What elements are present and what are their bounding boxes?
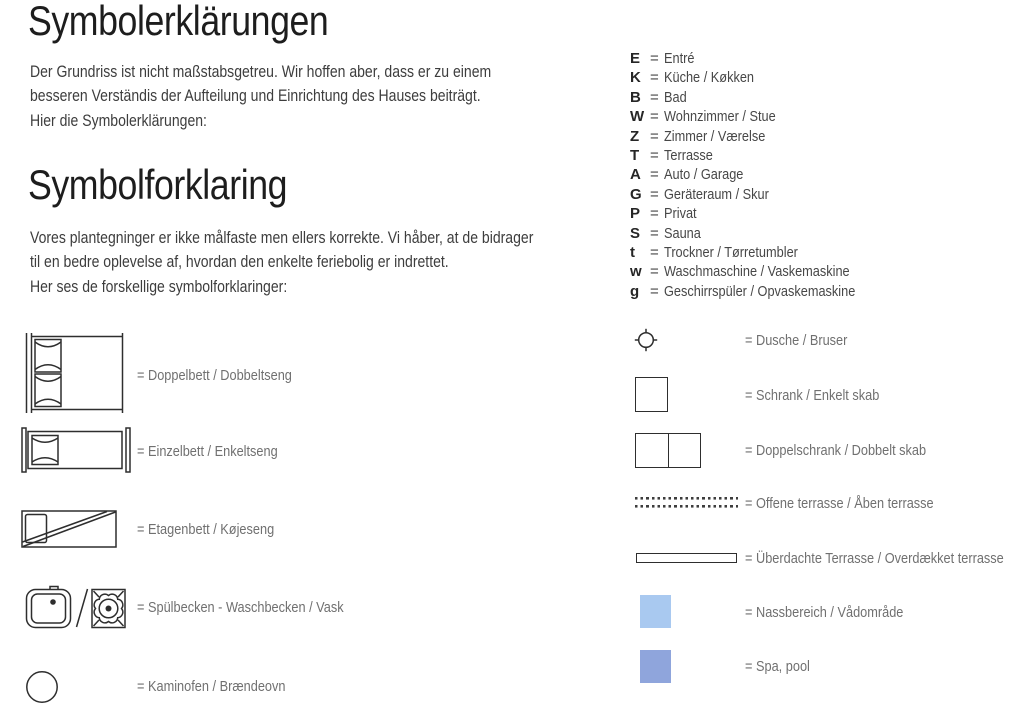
abbreviation-row <box>630 88 889 107</box>
danish-intro-line: til en bedre oplevelse af, hvordan den enkelte feriebolig er indrettet. <box>30 253 449 272</box>
bunk-bed-icon <box>21 510 117 548</box>
slash-separator <box>75 588 89 628</box>
danish-intro <box>30 226 622 299</box>
abbreviation-letter: G <box>630 185 642 203</box>
equals-sign: = <box>650 263 659 281</box>
single-wardrobe-icon <box>635 377 668 412</box>
legend-label: = Dusche / Bruser <box>745 332 848 349</box>
german-title: Symbolerklärungen <box>28 0 329 44</box>
legend-label: = Kaminofen / Brændeovn <box>137 678 286 695</box>
abbreviation-row <box>630 68 889 87</box>
danish-intro-line: Vores plantegninger er ikke målfaste men ellers korrekte. Vi håber, at de bidrager <box>30 229 534 247</box>
wood-stove-icon <box>25 670 59 704</box>
danish-title: Symbolforklaring <box>28 161 288 208</box>
legend-label: = Spülbecken - Waschbecken / Vask <box>137 599 344 616</box>
equals-sign: = <box>650 50 659 67</box>
equals-sign: = <box>650 108 659 126</box>
legend-label: = Nassbereich / Vådområde <box>745 604 904 621</box>
abbreviation-letter: w <box>630 263 642 281</box>
abbreviation-row <box>630 127 889 146</box>
wet-area-swatch <box>640 595 671 628</box>
equals-sign: = <box>650 166 659 184</box>
equals-sign: = <box>650 127 659 145</box>
abbreviation-letter: W <box>630 108 645 126</box>
danish-intro-line: Her ses de forskellige symbolforklaringer: <box>30 277 288 296</box>
abbreviation-letter: S <box>630 224 641 242</box>
open-terrace-icon <box>635 497 738 508</box>
shower-icon <box>634 328 658 352</box>
equals-sign: = <box>650 205 659 223</box>
sink-icon <box>25 585 73 629</box>
abbreviation-label: Terrasse <box>664 146 713 164</box>
double-bed-icon <box>24 332 128 414</box>
abbreviation-row <box>630 146 889 165</box>
abbreviation-letter: Z <box>630 127 640 145</box>
abbreviation-row <box>630 204 889 223</box>
german-intro-line: Der Grundriss ist nicht maßstabsgetreu. Wir hoffen aber, dass er zu einem <box>30 63 492 81</box>
abbreviation-label: Waschmaschine / Vaskemaskine <box>664 263 850 281</box>
abbreviation-letter: K <box>630 69 641 87</box>
abbreviation-label: Auto / Garage <box>664 166 744 184</box>
equals-sign: = <box>650 88 659 106</box>
legend-label: = Schrank / Enkelt skab <box>745 387 880 404</box>
legend-label: = Offene terrasse / Åben terrasse <box>745 495 934 512</box>
equals-sign: = <box>650 243 659 261</box>
wardrobe-divider <box>668 434 669 467</box>
equals-sign: = <box>650 282 659 300</box>
legend-label: = Doppelbett / Dobbeltseng <box>137 367 292 384</box>
abbreviation-letter: t <box>630 243 635 261</box>
abbreviation-row <box>630 107 889 126</box>
abbreviation-label: Bad <box>664 88 687 106</box>
abbreviation-label: Küche / Køkken <box>664 69 755 87</box>
abbreviation-label: Privat <box>664 205 697 223</box>
equals-sign: = <box>650 69 659 87</box>
spa-pool-swatch <box>640 650 671 683</box>
german-intro-line: besseren Verständis der Aufteilung und Einrichtung des Hauses beiträgt. <box>30 87 481 106</box>
abbreviation-row <box>630 243 889 262</box>
abbreviation-row <box>630 282 889 301</box>
legend-label: = Überdachte Terrasse / Overdækket terrasse <box>745 550 1004 567</box>
abbreviation-row <box>630 185 889 204</box>
abbreviation-letter: E <box>630 50 641 67</box>
legend-label: = Etagenbett / Køjeseng <box>137 521 275 538</box>
abbreviation-list <box>630 49 889 301</box>
covered-terrace-icon <box>636 553 737 563</box>
washbasin-icon <box>91 586 127 630</box>
abbreviation-letter: B <box>630 88 641 106</box>
abbreviation-label: Trockner / Tørretumbler <box>664 243 798 261</box>
equals-sign: = <box>650 224 659 242</box>
abbreviation-letter: g <box>630 282 640 300</box>
abbreviation-row <box>630 49 889 68</box>
abbreviation-letter: T <box>630 146 640 164</box>
abbreviation-row <box>630 165 889 184</box>
equals-sign: = <box>650 185 659 203</box>
german-intro <box>30 60 573 133</box>
equals-sign: = <box>650 146 659 164</box>
abbreviation-row <box>630 262 889 281</box>
abbreviation-label: Sauna <box>664 224 701 242</box>
abbreviation-label: Entré <box>664 50 695 67</box>
abbreviation-letter: A <box>630 166 641 184</box>
legend-label: = Doppelschrank / Dobbelt skab <box>745 442 927 459</box>
abbreviation-label: Geschirrspüler / Opvaskemaskine <box>664 282 856 300</box>
abbreviation-letter: P <box>630 205 641 223</box>
abbreviation-row <box>630 224 889 243</box>
abbreviation-label: Wohnzimmer / Stue <box>664 108 776 126</box>
single-bed-icon <box>21 427 131 473</box>
abbreviation-label: Zimmer / Værelse <box>664 127 766 145</box>
german-intro-line: Hier die Symbolerklärungen: <box>30 111 207 130</box>
legend-label: = Spa, pool <box>745 658 810 675</box>
double-wardrobe-icon <box>635 433 701 468</box>
legend-label: = Einzelbett / Enkeltseng <box>137 443 278 460</box>
abbreviation-label: Geräteraum / Skur <box>664 185 769 203</box>
